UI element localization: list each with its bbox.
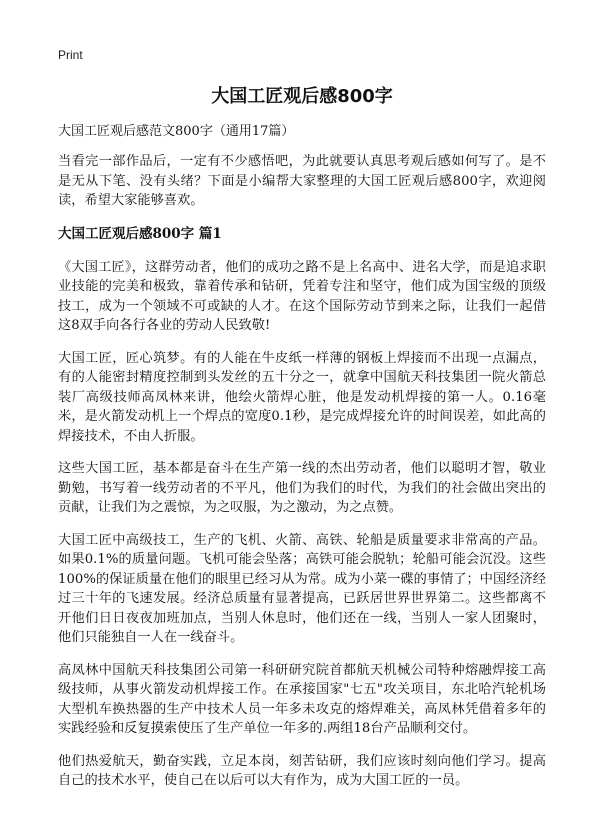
body-paragraph-6: 他们热爱航天，勤奋实践，立足本岗，刻苦钻研，我们应该时刻向他们学习。提高自己的技术水平，使自己在以后可以大有作为，成为大国工匠的一员。 (58, 753, 546, 788)
body-paragraph-1: 《大国工匠》，这群劳动者，他们的成功之路不是上名高中、进名大学，而是追求职业技能的完美和极致，靠着传承和钻研，凭着专注和坚守，他们成为国宝级的顶级技工，成为一个领域不可或缺的人才。在这个国际劳动节到来之际，让我们一起借这8双手向各行各业的劳动人民致敬! (58, 259, 546, 333)
body-paragraph-3: 这些大国工匠，基本都是奋斗在生产第一线的杰出劳动者，他们以聪明才智，敬业勤勉，书写着一线劳动者的不平凡，他们为我们的时代，为我们的社会做出突出的贡献，让我们为之震惊，为之叹服，为之激动，为之点赞。 (58, 461, 546, 515)
body-paragraph-2: 大国工匠，匠心筑梦。有的人能在牛皮纸一样薄的钢板上焊接而不出现一点漏点，有的人能密封精度控制到头发丝的五十分之一，就拿中国航天科技集团一院火箭总装厂高级技师高凤林来讲，他绘火箭焊心脏，他是发动机焊接的第一人。0.16毫米，是火箭发动机上一个焊点的宽度0.1秒，是完成焊接允许的时间误差，如此高的焊接技术，不由人折服。 (58, 350, 546, 444)
body-paragraph-4: 大国工匠中高级技工，生产的飞机、火箭、高铁、轮船是质量要求非常高的产品。如果0.1%的质量问题。飞机可能会坠落；高铁可能会脱轨；轮船可能会沉没。这些100%的保证质量在他们的眼里已经习从为常。成为小菜一碟的事情了；中国经济经过三十年的飞速发展。经济总质量有显著提高，已跃居世界世界第二。这些都离不开他们日日夜夜加班加点，当别人休息时，他们还在一线，当别人一家人团聚时，他们只能独自一人在一线奋斗。 (58, 532, 546, 645)
intro-paragraph: 当看完一部作品后，一定有不少感悟吧，为此就要认真思考观后感如何写了。是不是无从下笔、没有头绪？下面是小编帮大家整理的大国工匠观后感800字，欢迎阅读，希望大家能够喜欢。 (58, 154, 546, 208)
article-subtitle: 大国工匠观后感范文800字（通用17篇） (58, 124, 295, 139)
article-title: 大国工匠观后感800字 (211, 86, 393, 107)
print-link[interactable]: Print (58, 48, 83, 62)
section-heading: 大国工匠观后感800字 篇1 (58, 225, 222, 242)
body-paragraph-5: 高凤林中国航天科技集团公司第一科研研究院首都航天机械公司特种熔融焊接工高级技师，从事火箭发动机焊接工作。在承接国家"七五"攻关项目，东北哈汽轮机场大型机车换热器的生产中技术人员一年多未攻克的熔焊难关，高凤林凭借着多年的实践经验和反复摸索使压了生产单位一年多的.两组18台产品顺利交付。 (58, 662, 546, 736)
